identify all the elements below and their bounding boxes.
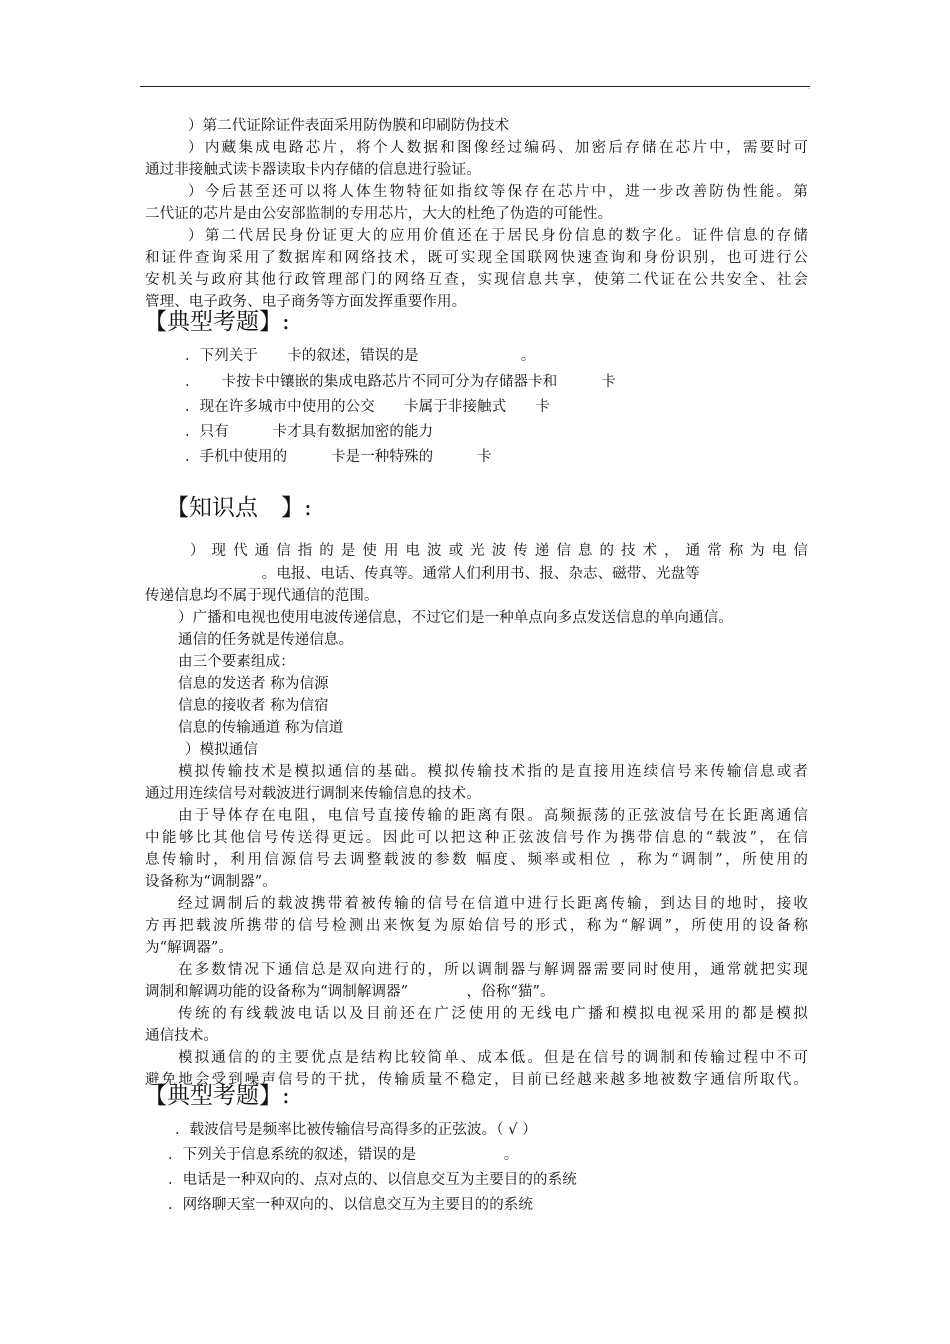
paragraph-line: 由于导体存在电阻，电信号直接传输的距离有限。高频振荡的正弦波信号在长距离通信 — [178, 808, 808, 824]
paragraph-line: ）第二代证除证件表面采用防伪膜和印刷防伪技术 — [188, 118, 510, 134]
paragraph-line: 通过用连续信号对载波进行调制来传输信息的技术。 — [145, 786, 481, 802]
paragraph-line: 通信的任务就是传递信息。 — [178, 632, 354, 648]
paragraph-line: 中能够比其他信号传送得更远。因此可以把这种正弦波信号作为携带信息的“载波”，在信 — [145, 830, 808, 846]
exam-option: ．网络聊天室一种双向的、以信息交互为主要目的的系统 — [168, 1197, 533, 1213]
paragraph-line: 通信技术。 — [145, 1028, 218, 1044]
paragraph-line: 。电报、电话、传真等。通常人们利用书、报、杂志、磁带、光盘等 — [145, 566, 700, 582]
section-heading-knowledge: 【知识点 】: — [166, 495, 312, 521]
paragraph-line: 和证件查询采用了数据库和网络技术，既可实现全国联网快速查询和身份识别，也可进行公 — [145, 250, 808, 266]
paragraph-line: 为“解调器”。 — [145, 940, 234, 956]
paragraph-line: 安机关与政府其他行政管理部门的网络互查，实现信息共享，使第二代证在公共安全、社会 — [145, 272, 808, 288]
paragraph-line: 模拟传输技术是模拟通信的基础。模拟传输技术指的是直接用连续信号来传输信息或者 — [178, 764, 808, 780]
paragraph-line: 避免地会受到噪声信号的干扰，传输质量不稳定，目前已经越来越多地被数字通信所取代。 — [145, 1072, 808, 1088]
paragraph-line: 通过非接触式读卡器读取卡内存储的信息进行验证。 — [145, 162, 481, 178]
paragraph-line: ）广播和电视也使用电波传递信息，不过它们是一种单点向多点发送信息的单向通信。 — [178, 610, 733, 626]
header-rule-mark: . — [808, 84, 810, 91]
paragraph-line: ）模拟通信 — [185, 742, 258, 758]
exam-option: ．只有 卡才具有数据加密的能力 — [185, 424, 434, 440]
paragraph-line: 息传输时，利用信源信号去调整载波的参数 幅度、频率或相位 ，称为“调制”，所使用的 — [145, 852, 808, 868]
exam-item: ．载波信号是频率比被传输信号高得多的正弦波。（ √ ） — [175, 1122, 537, 1138]
exam-option: ．手机中使用的 卡是一种特殊的 卡 — [185, 449, 492, 465]
exam-option: ．电话是一种双向的、点对点的、以信息交互为主要目的的系统 — [168, 1172, 577, 1188]
paragraph-line: 二代证的芯片是由公安部监制的专用芯片，大大的杜绝了伪造的可能性。 — [145, 206, 613, 222]
paragraph-line: ）第二代居民身份证更大的应用价值还在于居民身份信息的数字化。证件信息的存储 — [188, 228, 808, 244]
paragraph-line: ）现代通信指的是使用电波或光波传递信息的技术，通常称为电信 — [190, 543, 808, 559]
header-rule — [140, 86, 810, 87]
section-heading-exam: 【典型考题】: — [144, 309, 290, 335]
paragraph-line: 在多数情况下通信总是双向进行的，所以调制器与解调器需要同时使用，通常就把实现 — [178, 962, 808, 978]
paragraph-line: 方再把载波所携带的信号检测出来恢复为原始信号的形式，称为“解调”，所使用的设备称 — [145, 918, 808, 934]
paragraph-line: 由三个要素组成： — [178, 654, 295, 670]
exam-item: ．下列关于信息系统的叙述，错误的是 。 — [168, 1147, 519, 1163]
paragraph-line: 传统的有线载波电话以及目前还在广泛使用的无线电广播和模拟电视采用的都是模拟 — [178, 1006, 808, 1022]
paragraph-line: 信息的传输通道 称为信道 — [178, 720, 344, 736]
paragraph-line: 传递信息均不属于现代通信的范围。 — [145, 588, 379, 604]
exam-item: ．下列关于 卡的叙述，错误的是 。 — [185, 348, 536, 364]
paragraph-line: 管理、电子政务、电子商务等方面发挥重要作用。 — [145, 294, 467, 310]
paragraph-line: ）内藏集成电路芯片，将个人数据和图像经过编码、加密后存储在芯片中，需要时可 — [188, 140, 808, 156]
paragraph-line: 调制和解调功能的设备称为“调制解调器” ，俗称“猫”。 — [145, 984, 555, 1000]
exam-option: ．现在许多城市中使用的公交 卡属于非接触式 卡 — [185, 399, 550, 415]
paragraph-line: 信息的发送者 称为信源 — [178, 676, 329, 692]
paragraph-line: ）今后甚至还可以将人体生物特征如指纹等保存在芯片中，进一步改善防伪性能。第 — [188, 184, 808, 200]
exam-option: ． 卡按卡中镶嵌的集成电路芯片不同可分为存储器卡和 卡 — [185, 374, 616, 390]
section-heading-exam-2: 【典型考题】: — [144, 1083, 290, 1109]
paragraph-line: 设备称为“调制器”。 — [145, 874, 277, 890]
paragraph-line: 经过调制后的载波携带着被传输的信号在信道中进行长距离传输，到达目的地时，接收 — [178, 896, 808, 912]
paragraph-line: 模拟通信的的主要优点是结构比较简单、成本低。但是在信号的调制和传输过程中不可 — [178, 1050, 808, 1066]
paragraph-line: 信息的接收者 称为信宿 — [178, 698, 329, 714]
